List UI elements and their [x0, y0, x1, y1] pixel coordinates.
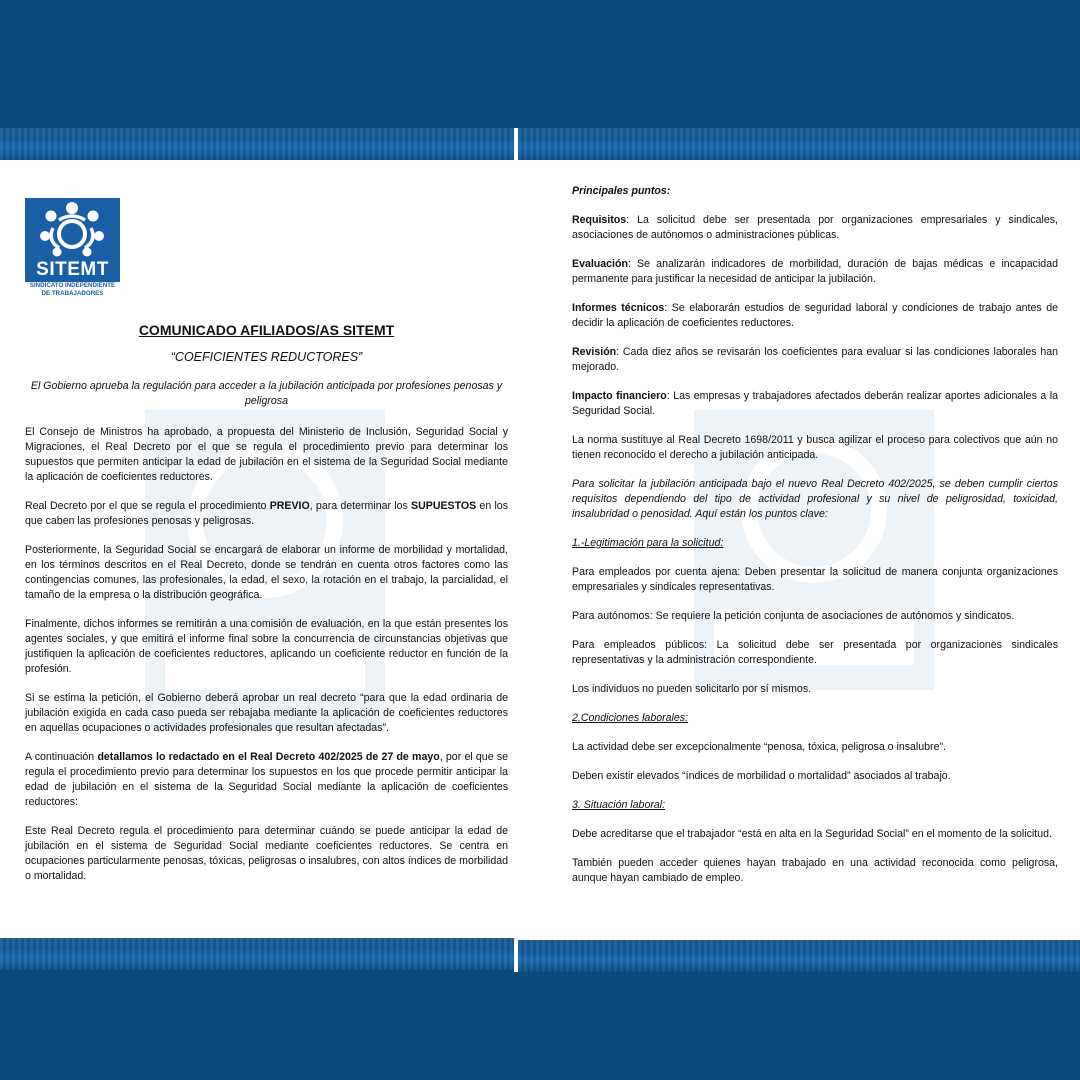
principal-points-heading: Principales puntos:	[572, 185, 671, 197]
document-title: COMUNICADO AFILIADOS/AS SITEMT	[138, 322, 395, 338]
bottom-right-stripe	[518, 940, 1080, 972]
paragraph-7: Este Real Decreto regula el procedimiento para determinar cuándo se puede anticipar la edad de jubilación en el sistema de Seguridad Social mediante coeficientes reductores. Se centra en ocupaciones particularmente penosas, tóxicas, peligrosas o insalubres, con altos índices de morbilidad o mortalidad.	[25, 825, 508, 882]
bottom-left-stripe	[0, 938, 514, 970]
paragraph-3: Posteriormente, la Seguridad Social se encargará de elaborar un informe de morbilidad y mortalidad, en los términos descritos en el Real Decreto, donde se tendrán en cuenta otros factores como las contingencias comunes, las profesionales, la edad, el sexo, la rotación en el trabajo, la parcialidad, el tamaño de la empresa o la distribución geográfica.	[25, 544, 508, 601]
top-blue-band	[0, 0, 1080, 128]
sitemt-emblem-icon	[25, 198, 120, 262]
point-evaluacion: Evaluación: Se analizarán indicadores de morbilidad, duración de bajas médicas e incapacidad permanente para justificar la necesidad de anticipar la jubilación.	[572, 258, 1058, 285]
norma-paragraph: La norma sustituye al Real Decreto 1698/2011 y busca agilizar el proceso para colectivos que aún no tienen reconocido el derecho a jubilación anticipada.	[572, 434, 1058, 461]
paragraph-6: A continuación detallamos lo redactado en el Real Decreto 402/2025 de 27 de mayo, por el que se regula el procedimiento previo para determinar los supuestos en los que procede permitir anticipar la edad de jubilación en el sistema de la Seguridad Social mediante la aplicación de coeficientes reductores:	[25, 751, 509, 808]
paragraph-5: Si se estima la petición, el Gobierno deberá aprobar un real decreto “para que la edad ordinaria de jubilación exigida en cada caso pueda ser rebajaba mediante la aplicación de coeficientes reductores en aquellas ocupaciones o actividades profesionales que resultan afectadas”.	[25, 692, 508, 734]
section-1-p1: Para empleados por cuenta ajena: Deben presentar la solicitud de manera conjunta organizaciones empresariales y sindicales representativas.	[572, 566, 1058, 593]
top-left-stripe	[0, 128, 514, 160]
section-1-p4: Los individuos no pueden solicitarlo por sí mismos.	[572, 683, 812, 695]
logo-subtitle-2: DE TRABAJADORES	[41, 290, 104, 295]
section-2-p1: La actividad debe ser excepcionalmente “penosa, tóxica, peligrosa o insalubre”.	[572, 741, 946, 753]
point-informes: Informes técnicos: Se elaborarán estudios de seguridad laboral y condiciones de trabajo antes de decidir la aplicación de coeficientes reductores.	[572, 302, 1058, 329]
point-impacto: Impacto financiero: Las empresas y trabajadores afectados deberán realizar aportes adicionales a la Seguridad Social.	[572, 390, 1058, 417]
intro-text: El Gobierno aprueba la regulación para acceder a la jubilación anticipada por profesiones penosas y peligrosa	[30, 380, 503, 407]
point-revision: Revisión: Cada diez años se revisarán los coeficientes para evaluar si las condiciones laborales han mejorado.	[572, 346, 1058, 373]
left-page	[0, 160, 514, 938]
logo-subtitle-1: SINDICATO INDEPENDIENTE	[29, 282, 116, 289]
paragraph-2: Real Decreto por el que se regula el procedimiento PREVIO, para determinar los SUPUESTOS en los que caben las profesiones penosas y peligrosas.	[25, 500, 508, 527]
section-2-title: 2.Condiciones laborales:	[572, 712, 689, 724]
intro-italic-paragraph: Para solicitar la jubilación anticipada bajo el nuevo Real Decreto 402/2025, se deben cumplir ciertos requisitos dependiendo del tipo de actividad profesional y su nivel de peligrosidad, toxicidad, insalubridad o penosidad. Aquí están los puntos clave:	[572, 478, 1058, 520]
section-2-p2: Deben existir elevados “índices de morbilidad o mortalidad” asociados al trabajo.	[572, 770, 951, 782]
bottom-blue-band	[0, 972, 1080, 1080]
logo-name: SITEMT	[36, 259, 109, 280]
document-subtitle: “COEFICIENTES REDUCTORES”	[170, 350, 363, 364]
right-page	[518, 160, 1080, 940]
section-1-title: 1.-Legitimación para la solicitud:	[572, 537, 724, 549]
point-requisitos: Requisitos: La solicitud debe ser presentada por organizaciones empresariales y sindicales, asociaciones de autónomos o administraciones públicas.	[572, 214, 1058, 241]
section-3-p2: También pueden acceder quienes hayan trabajado en una actividad reconocida como peligrosa, aunque hayan cambiado de empleo.	[572, 857, 1058, 884]
paragraph-4: Finalmente, dichos informes se remitirán a una comisión de evaluación, en la que están presentes los agentes sociales, y que emitirá el informe final sobre la concurrencia de circunstancias objetivas que justifiquen la aplicación de coeficientes reductores, aplicando un coeficiente reductor en función de la profesión.	[25, 618, 508, 675]
section-3-p1: Debe acreditarse que el trabajador “está en alta en la Seguridad Social” en el momento de la solicitud.	[572, 828, 1052, 840]
section-3-title: 3. Situación laboral:	[572, 799, 666, 811]
section-1-p2: Para autónomos: Se requiere la petición conjunta de asociaciones de autónomos y sindicatos.	[572, 610, 1015, 622]
paragraph-1: El Consejo de Ministros ha aprobado, a propuesta del Ministerio de Inclusión, Seguridad Social y Migraciones, el Real Decreto por el que se regula el procedimiento previo para determinar los supuestos que permiten anticipar la edad de jubilación en el sistema de la Seguridad Social mediante la aplicación de coeficientes reductores.	[25, 426, 508, 483]
sitemt-logo	[25, 198, 120, 295]
top-right-stripe	[518, 128, 1080, 160]
section-1-p3: Para empleados públicos: La solicitud debe ser presentada por organizaciones sindicales representativas y la administración correspondiente.	[572, 639, 1058, 666]
